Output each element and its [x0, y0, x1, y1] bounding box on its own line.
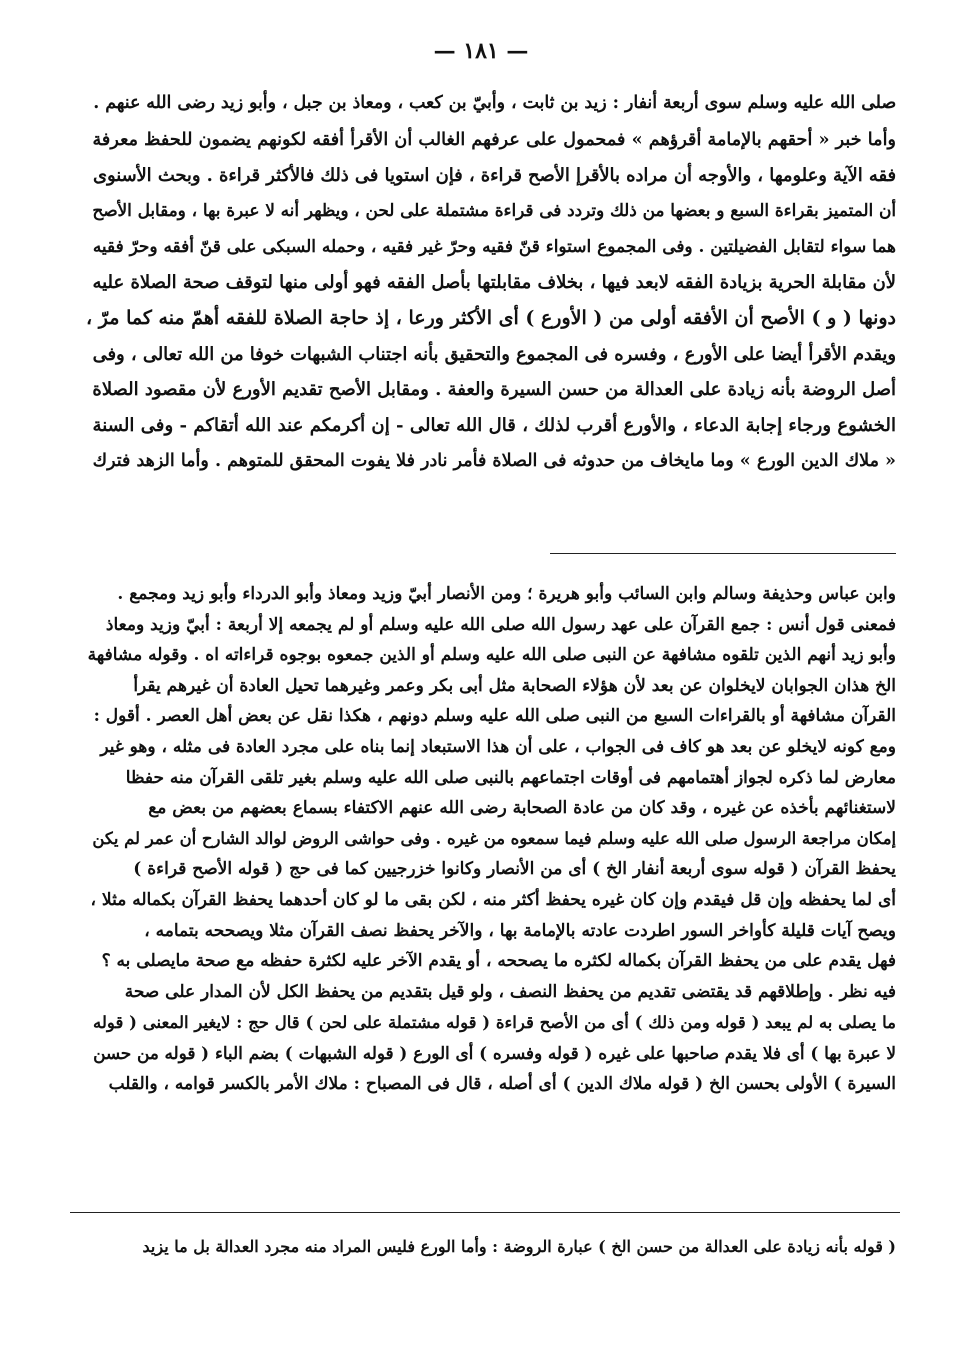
commentary-line: فيه نظر . وإطلاقهم قد يقتضى تقديم من يحفظ النصف ، ولو قيل بتقديم من يحفظ الكل لأن المدار على صحة: [124, 981, 896, 1002]
commentary-line: القرآن مشافهة أو بالقراءات السبع من النبى صلى الله عليه وسلم دونهم ، هكذا نقل عن بعض أهل العصر . أقول :: [93, 706, 896, 727]
section-divider: [550, 553, 896, 554]
main-text-line: صلى الله عليه وسلم سوى أربعة أنفار : زيد بن ثابت ، وأبيّ بن كعب ، ومعاذ بن جبل ، وأبو زيد رضى الله عنهم .: [93, 93, 896, 113]
main-text-line: ويقدم الأقرأ أيضا على الأورع ، وفسره فى المجموع والتحقيق بأنه اجتناب الشبهات خوفا من الله تعالى ، وفى: [92, 343, 896, 365]
commentary-line: وأبو زيد أنهم الذين تلقوه مشافهة عن النبى صلى الله عليه وسلم أو الذين جمعوه بوجوه قراءاته اه . وقوله مشافهة: [87, 645, 896, 666]
commentary-line: فمعنى قول أنس : جمع القرآن على عهد رسول الله صلى الله عليه وسلم أو لم يجمعه إلا أربعة : أبيّ وزيد ومعاذ: [105, 614, 896, 635]
main-text-line: هما سواء لتقابل الفضيلتين . وفى المجموع استواء قنّ فقيه وحرّ غير فقيه ، وحمله السبكى على قنّ أفقه وحرّ فقيه: [92, 236, 896, 257]
commentary-text: [84, 579, 896, 1099]
commentary-line: معارض لما ذكره لجواز أهتمامهم فى أوقات اجتماعهم بالنبى صلى الله عليه وسلم بغير تلقى القرآن منه حفظا: [125, 767, 896, 788]
commentary-line: السيرة ) الأولى بحسن الخ ( قوله ملاك الدين ) أى أصله ، قال فى المصباح : ملاك الأمر بالكسر قوامه ، والقلب: [108, 1073, 896, 1094]
commentary-line: لاستغنائهم بأخذه عن غيره ، وقد كان من عادة الصحابة رضى الله عنهم الاكتفاء بسماع بعضهم من بعض مع: [148, 798, 896, 819]
commentary-line: إمكان مراجعة الرسول صلى الله عليه وسلم فيما سمعوه من غيره . وفى حواشى الروض لوالد الشارح أن عمر لم يكن: [92, 828, 896, 848]
page-number: — ١٨١ —: [433, 38, 529, 64]
main-text-line: أصل الروضة بأنه زيادة على العدالة من حسن السيرة والعفة . ومقابل الأصح تقديم الأورع لأن مقصود الصلاة: [92, 379, 896, 401]
main-text-line: « ملاك الدين الورع » وما مايخاف من حدوثه فى الصلاة فأمر نادر فلا يفوت المحقق للمتوهم . وأما الزهد فترك: [92, 450, 896, 471]
commentary-line: يحفظ القرآن ( قوله سوى أربعة أنفار الخ ) أى من الأنصار وكانوا خزرجيين كما فى حج ( قوله الأصح قراءة ): [133, 859, 896, 880]
commentary-line: أى لما يحفظه وإن قل فيقدم وإن كان غيره يحفظ أكثر منه ، لكن بقى ما لو كان أحدهما يحفظ القرآن بكماله مثلا ،: [90, 889, 896, 910]
commentary-line: ما يصلى به لم يبعد ( قوله ومن ذلك ) أى من الأصح قراءة ( قوله مشتملة على لحن ) قال حج : لايغير المعنى ( قوله: [93, 1012, 896, 1033]
commentary-line: ومع كونه لايخلو عن بعد هو كاف فى الجواب ، على أن هذا الاستبعاد إنما بناه على مجرد العادة فى مثله ، وهو غير: [100, 736, 896, 757]
main-text-line: الخشوع ورجاء إجابة الدعاء ، والأورع أقرب لذلك ، قال الله تعالى - إن أكرمكم عند الله أتقاكم - وفى السنة: [92, 415, 896, 437]
commentary-line: فهل يقدم على من يحفظ القرآن بكماله لكثره ما يصححه ، أو يقدم الآخر عليه لكثرة حفظه مع صحة مايصلى به ؟: [101, 951, 896, 972]
commentary-line: لا عبرة بها ) أى فلا يقدم صاحبها على غيره ( قوله وفسره ) أى الورع ( قوله الشبهات ) بضم الباء ( قوله من حسن: [93, 1042, 896, 1063]
main-text-line: دونها ( و ) الأصح أن الأفقه أولى من ( الأورع ) أى الأكثر ورعا ، إذ حاجة الصلاة للفقه أهمّ منه كما مرّ ،: [86, 306, 896, 329]
commentary-line: ويصح آيات قليلة كأواخر السور اطردت عادته بالإمامة بها ، والآخر يحفظ نصف القرآن مثلا ويصححه بتمامه ،: [144, 920, 896, 941]
main-text-line: وأما خبر « أحقهم بالإمامة أقرؤهم » فمحمول على عرفهم الغالب أن الأقرأ أفقه لكونهم يضمون للحفظ معرفة: [92, 128, 896, 150]
commentary-line: الخ هذان الجوابان لايخلوان عن بعد لأن هؤلاء الصحابة مثل أبى بكر وعمر وغيرهما تحيل العادة أن غيرهم يقرأ: [133, 675, 896, 696]
main-text-line: فقه الآية وعلومها ، والأوجه أن مراده بالأقرإ الأصح قراءة ، فإن استويا فى ذلك فالأكثر قراءة . وبحث الأسنوى: [93, 164, 896, 186]
main-text-line: لأن مقابلة الحرية بزيادة الفقه لابعد فيها ، بخلاف مقابلتها بأصل الفقه فهو أولى منها لتوقف صحة الصلاة عليه: [92, 271, 896, 293]
commentary-line: وابن عباس وحذيفة وسالم وابن السائب وأبو هريرة ؛ ومن الأنصار أبيّ وزيد ومعاذ وأبو الدرداء وأبو زيد ومجمع .: [117, 584, 896, 604]
footnote-text: [84, 1232, 896, 1262]
footnote-divider: [70, 1212, 900, 1213]
main-text-line: أن المتميز بقراءة السبع و بعضها من ذلك وتردد فى قراءة مشتملة على لحن ، ويظهر أنه لا عبرة بها ، ومقابل الأصح: [92, 200, 896, 221]
footnote-line: ( قوله بأنه زيادة على العدالة من حسن الخ ) عبارة الروضة : وأما الورع فليس المراد منه مجرد العدالة بل ما يزيد: [142, 1237, 896, 1256]
main-text: [84, 86, 896, 480]
